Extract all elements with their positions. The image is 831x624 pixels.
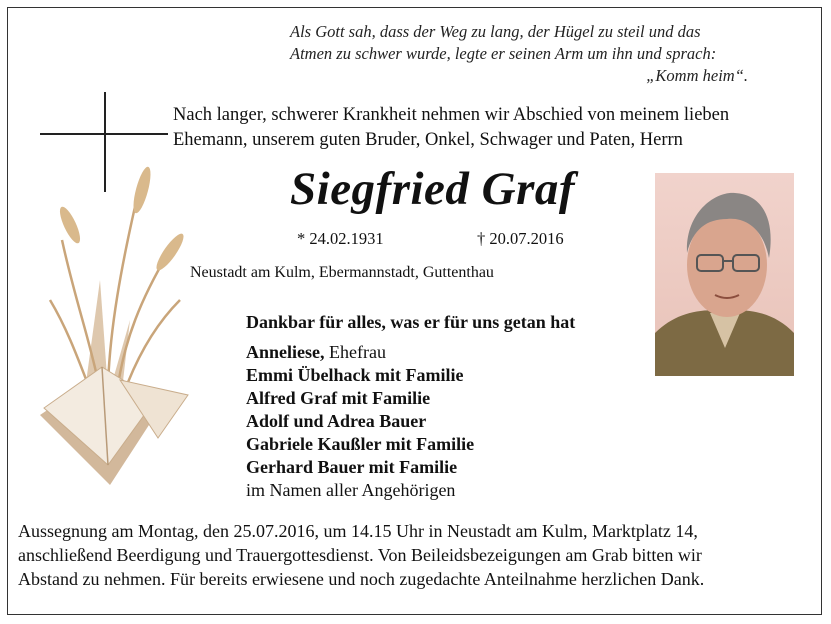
mourner-item	[246, 341, 474, 364]
mourner-item: Adolf und Adrea Bauer	[246, 411, 427, 431]
intro-text	[173, 103, 813, 153]
intro-line: Nach langer, schwerer Krankheit nehmen wir Abschied von meinem lieben	[173, 105, 730, 125]
deceased-name: Siegfried Graf	[290, 163, 576, 215]
service-line: Abstand zu nehmen. Für bereits erwiesene und noch zugedachte Anteilnahme herzlichen Dank.	[18, 569, 705, 589]
death-date: † 20.07.2016	[477, 229, 564, 248]
service-info	[18, 519, 818, 591]
quote-line: Atmen zu schwer wurde, legte er seinen Arm um ihn und sprach:	[290, 44, 717, 63]
places: Neustadt am Kulm, Ebermannstadt, Guttenthau	[190, 264, 494, 281]
mourners-list	[246, 341, 474, 502]
mourners-closing: im Namen aller Angehörigen	[246, 480, 456, 500]
mourner-item: Alfred Graf mit Familie	[246, 388, 431, 408]
service-line: anschließend Beerdigung und Trauergottesdienst. Von Beileidsbezeigungen am Grab bitten wir	[18, 545, 702, 565]
quote-line: „Komm heim“.	[646, 66, 748, 85]
thanks-line: Dankbar für alles, was er für uns getan hat	[246, 312, 576, 332]
mourner-name: Anneliese,	[246, 342, 325, 362]
open-book-icon	[40, 367, 188, 485]
mourner-item: Gabriele Kaußler mit Familie	[246, 434, 475, 454]
portrait-photo	[655, 173, 794, 376]
mourner-role: Ehefrau	[324, 342, 386, 362]
intro-line: Ehemann, unserem guten Bruder, Onkel, Schwager und Paten, Herrn	[173, 130, 683, 150]
service-line: Aussegnung am Montag, den 25.07.2016, um 14.15 Uhr in Neustadt am Kulm, Marktplatz 14,	[18, 521, 698, 541]
birth-date: * 24.02.1931	[297, 229, 384, 248]
mourner-item: Gerhard Bauer mit Familie	[246, 457, 458, 477]
wheat-icon	[30, 150, 200, 495]
quote-block	[290, 21, 790, 87]
quote-line: Als Gott sah, dass der Weg zu lang, der Hügel zu steil und das	[290, 22, 701, 41]
mourner-item: Emmi Übelhack mit Familie	[246, 365, 464, 385]
